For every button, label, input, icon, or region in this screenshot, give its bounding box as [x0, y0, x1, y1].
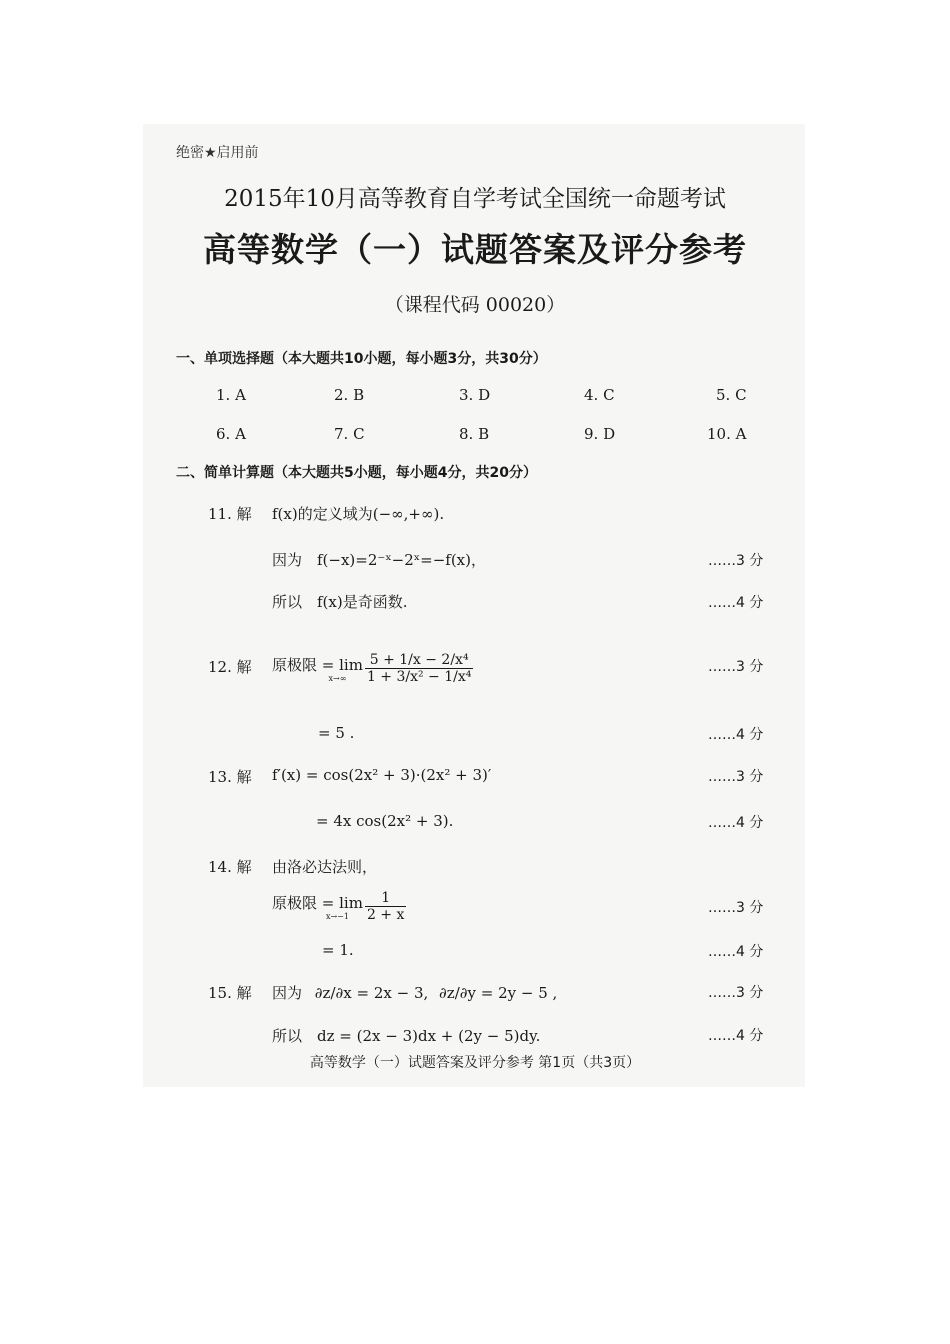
answer-item: 3. D — [459, 386, 491, 404]
q12-formula — [272, 630, 473, 706]
answer-item: 5. C — [716, 386, 747, 404]
q12-lim: 原极限 = lim — [272, 655, 363, 674]
q13-result: = 4x cos(2x² + 3). — [316, 812, 454, 830]
score-mark: ……3 分 — [708, 553, 764, 569]
q14-label: 14. 解 — [208, 858, 252, 876]
answer-item: 7. C — [334, 425, 365, 443]
score-mark: ……3 分 — [708, 659, 764, 675]
score-mark: ……4 分 — [708, 1028, 764, 1044]
q15-because: 因为 — [272, 984, 303, 1002]
q12-label: 12. 解 — [208, 658, 252, 676]
q14-numerator: 1 — [381, 889, 391, 906]
section2-heading: 二、简单计算题（本大题共5小题，每小题4分，共20分） — [176, 465, 537, 481]
document-title: 高等数学（一）试题答案及评分参考 — [203, 230, 747, 269]
q14-result: = 1. — [322, 941, 354, 959]
q12-numerator: 5 + 1/x − 2/x⁴ — [369, 651, 469, 668]
answer-item: 2. B — [334, 386, 365, 404]
q12-fraction — [365, 652, 473, 685]
score-mark: ……4 分 — [708, 815, 764, 831]
answer-item: 8. B — [459, 425, 490, 443]
q13-label: 13. 解 — [208, 768, 252, 786]
q14-lim-sub: x→−1 — [325, 911, 349, 921]
answer-item: 1. A — [216, 386, 246, 404]
exam-title: 2015年10月高等教育自学考试全国统一命题考试 — [224, 186, 726, 212]
page-footer: 高等数学（一）试题答案及评分参考 第1页（共3页） — [309, 1055, 641, 1071]
q13-derivative: f′(x) = cos(2x² + 3)·(2x² + 3)′ — [272, 766, 492, 784]
score-mark: ……3 分 — [708, 769, 764, 785]
score-mark: ……4 分 — [708, 727, 764, 743]
answer-item: 9. D — [584, 425, 616, 443]
q15-total-differential: 所以 dz = (2x − 3)dx + (2y − 5)dy. — [272, 1027, 541, 1045]
q14-fraction — [365, 890, 406, 923]
q14-lim: 原极限 = lim — [272, 893, 363, 912]
q11-conclusion: 所以 f(x)是奇函数. — [272, 593, 408, 611]
q15-dz-dx: ∂z/∂x = 2x − 3, — [314, 984, 429, 1002]
score-mark: ……4 分 — [708, 944, 764, 960]
q14-denominator: 2 + x — [366, 906, 405, 923]
q11-label: 11. 解 — [208, 505, 252, 523]
answer-item: 10. A — [707, 425, 747, 443]
q15-dz-dy: ∂z/∂y = 2y − 5 , — [439, 984, 558, 1002]
score-mark: ……3 分 — [708, 900, 764, 916]
q12-result: = 5 . — [318, 724, 355, 742]
score-mark: ……4 分 — [708, 595, 764, 611]
q12-denominator: 1 + 3/x² − 1/x⁴ — [366, 668, 472, 685]
q15-label: 15. 解 — [208, 984, 252, 1002]
q11-step: 因为 f(−x)=2⁻ˣ−2ˣ=−f(x)， — [272, 551, 486, 569]
q14-formula — [272, 884, 406, 928]
score-mark: ……3 分 — [708, 985, 764, 1001]
answer-item: 4. C — [584, 386, 615, 404]
q11-domain: f(x)的定义域为(−∞,+∞). — [272, 505, 445, 523]
answer-item: 6. A — [216, 425, 246, 443]
confidential-mark: 绝密★启用前 — [176, 145, 259, 161]
q12-lim-sub: x→∞ — [328, 673, 347, 683]
q14-method: 由洛必达法则， — [272, 858, 378, 876]
course-code: （课程代码 00020） — [384, 294, 566, 316]
section1-heading: 一、单项选择题（本大题共10小题，每小题3分，共30分） — [176, 351, 547, 367]
q15-partials — [272, 982, 557, 1003]
